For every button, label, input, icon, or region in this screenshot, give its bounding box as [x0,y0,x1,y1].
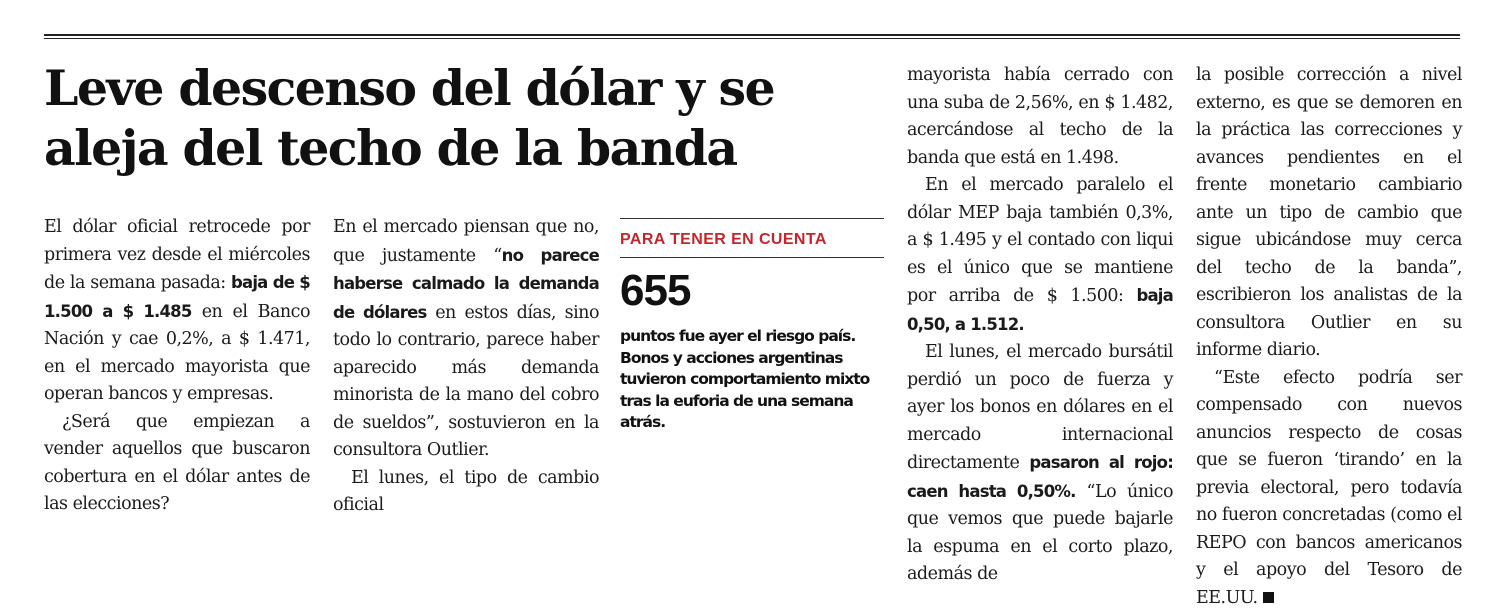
sidebar-box [620,218,884,434]
paragraph [44,214,310,409]
text-segment: en estos días, sino todo lo contrario, parece haber aparecido más demanda minorista de la mano del cobro de sueldos”, sostuvieron en la consultora Outlier. [333,303,599,461]
end-mark-icon [1263,592,1274,603]
box-text: puntos fue ayer el riesgo país. Bonos y acciones argentinas tuvieron comportamiento mixto tras la euforia de una semana atrás. [620,326,884,434]
bold-text: baja de $ 1.500 a $ 1.485 [44,273,310,321]
paragraph: mayorista había cerrado con una suba de 2,56%, en $ 1.482, acercándose al techo de la banda que está en 1.498. [907,62,1173,172]
article-column-2 [333,214,599,520]
paragraph [1196,365,1462,612]
bold-text: pasaron al rojo: caen hasta 0,50%. [907,453,1173,501]
bold-text: no parece haberse calmado la demanda de dólares [333,246,599,322]
paragraph: El lunes, el tipo de cambio oficial [333,465,599,520]
box-number: 655 [620,268,884,314]
text-segment: En el mercado piensan que no, que justamente “ [333,217,599,266]
box-label: PARA TENER EN CUENTA [620,231,884,249]
box-top-rule [620,218,884,219]
article-column-3 [907,62,1173,589]
article-column-4 [1196,62,1462,612]
article-column-1 [44,214,310,519]
paragraph: ¿Será que empiezan a vender aquellos que buscaron cobertura en el dólar antes de las elecciones? [44,409,310,519]
paragraph [907,172,1173,339]
box-label-rule [620,257,884,258]
paragraph: la posible corrección a nivel externo, es que se demoren en la práctica las correcciones y avances pendientes en el frente monetario cambiario ante un tipo de cambio que sigue ubicándose muy cerca del techo de la banda”, escribieron los analistas de la consultora Outlier en su informe diario. [1196,62,1462,365]
text-segment: El lunes, el mercado bursátil perdió un poco de fuerza y ayer los bonos en dólares en el mercado internacional directamente [907,342,1173,473]
headline: Leve descenso del dólar y se aleja del techo de la banda [44,58,884,178]
text-segment: El dólar oficial retrocede por primera vez desde el miércoles de la semana pasada: [44,217,310,293]
paragraph [907,339,1173,589]
text-segment: En el mercado paralelo el dólar MEP baja también 0,3%, a $ 1.495 y el contado con liqui es el único que se mantiene por arriba de $ 1.500: [907,175,1173,306]
bold-text: baja 0,50, a 1.512. [907,286,1173,334]
text-segment: en el Banco Nación y cae 0,2%, a $ 1.471, en el mercado mayorista que operan bancos y empresas. [44,302,310,405]
text-segment: “Este efecto podría ser compensado con nuevos anuncios respecto de cosas que se fueron ‘tirando’ en la previa electoral, pero todavía no fueron concretadas (como el REPO con bancos americanos y el apoyo del Tesoro de EE.UU. [1196,368,1462,608]
text-segment: “Lo único que vemos que puede bajarle la espuma en el corto plazo, además de [907,482,1173,585]
paragraph [333,214,599,465]
top-rule [44,34,1460,39]
